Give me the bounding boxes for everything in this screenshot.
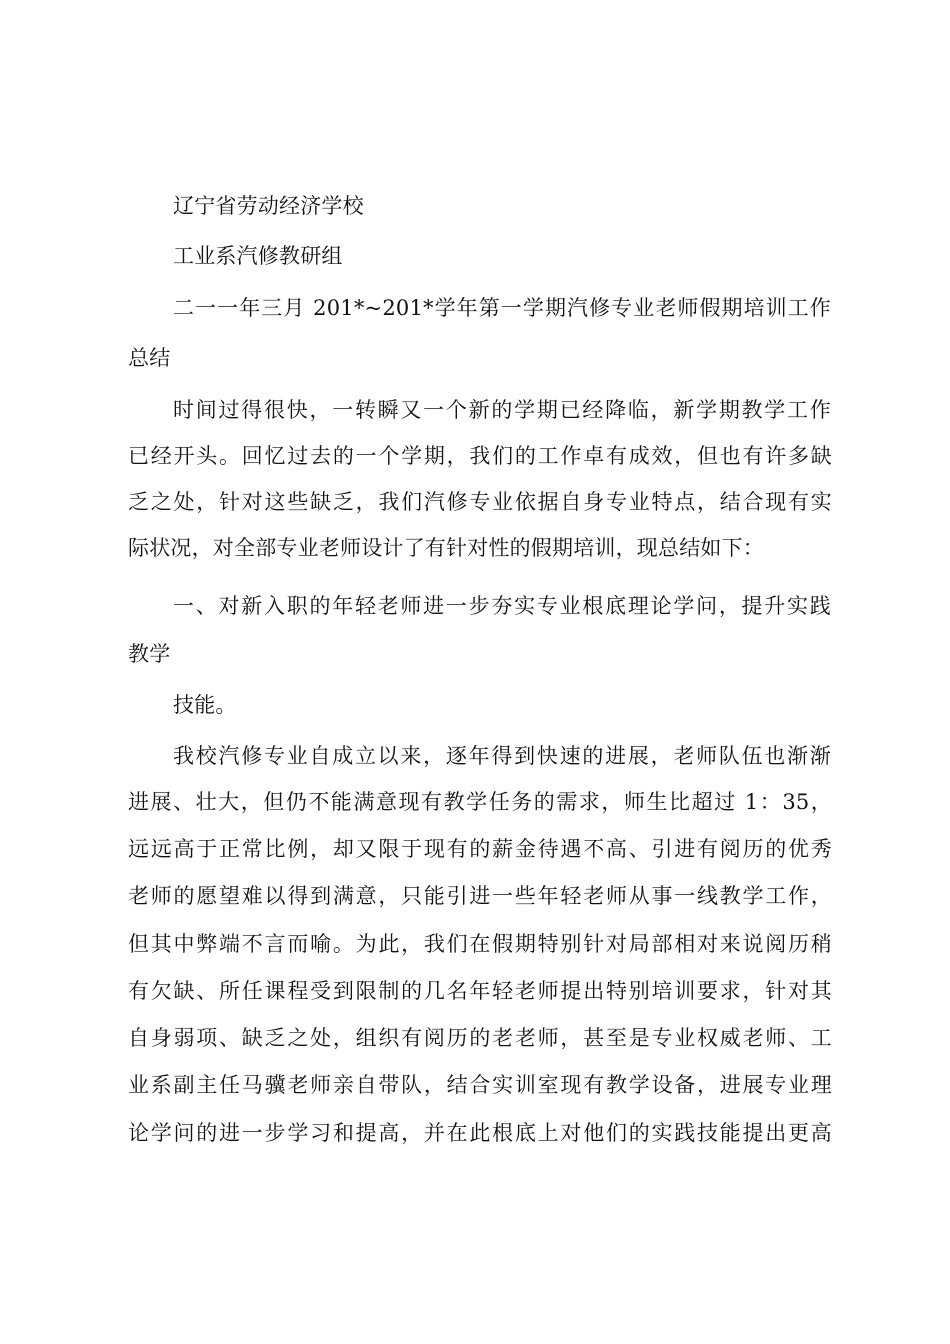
paragraph-line: 老师的愿望难以得到满意，只能引进一些年轻老师从事一线教学工作， bbox=[128, 884, 832, 908]
paragraph-line: 有欠缺、所任课程受到限制的几名年轻老师提出特别培训要求，针对其 bbox=[128, 979, 832, 1003]
paragraph-line: 但其中弊端不言而喻。为此，我们在假期特别针对局部相对来说阅历稍 bbox=[128, 932, 832, 956]
department-name: 工业系汽修教研组 bbox=[173, 244, 343, 268]
paragraph-line: 时间过得很快，一转瞬又一个新的学期已经降临，新学期教学工作 bbox=[173, 398, 831, 422]
paragraph-line: 我校汽修专业自成立以来，逐年得到快速的进展，老师队伍也渐渐 bbox=[173, 744, 831, 768]
section-heading-line-2: 教学 bbox=[128, 642, 171, 666]
paragraph-line: 业系副主任马骥老师亲自带队，结合实训室现有教学设备，进展专业理 bbox=[128, 1073, 832, 1097]
paragraph-line: 进展、壮大，但仍不能满意现有教学任务的需求，师生比超过 1：35， bbox=[128, 790, 832, 814]
paragraph-line: 论学问的进一步学习和提高，并在此根底上对他们的实践技能提出更高 bbox=[128, 1121, 832, 1145]
paragraph-line: 乏之处，针对这些缺乏，我们汽修专业依据自身专业特点，结合现有实 bbox=[128, 490, 832, 514]
school-name: 辽宁省劳动经济学校 bbox=[173, 194, 364, 218]
paragraph-line: 自身弱项、缺乏之处，组织有阅历的老老师，甚至是专业权威老师、工 bbox=[128, 1026, 832, 1050]
section-heading-line-1: 一、对新入职的年轻老师进一步夯实专业根底理论学问，提升实践 bbox=[173, 594, 831, 618]
paragraph-line: 际状况，对全部专业老师设计了有针对性的假期培训，现总结如下： bbox=[128, 536, 764, 560]
section-heading-line-3: 技能。 bbox=[173, 693, 237, 717]
paragraph-line: 远远高于正常比例，却又限于现有的薪金待遇不高、引进有阅历的优秀 bbox=[128, 837, 832, 861]
document-title-line-2: 总结 bbox=[128, 346, 171, 370]
document-title-line-1: 二一一年三月 201*~201*学年第一学期汽修专业老师假期培训工作 bbox=[173, 296, 831, 320]
paragraph-line: 已经开头。回忆过去的一个学期，我们的工作卓有成效，但也有许多缺 bbox=[128, 444, 832, 468]
